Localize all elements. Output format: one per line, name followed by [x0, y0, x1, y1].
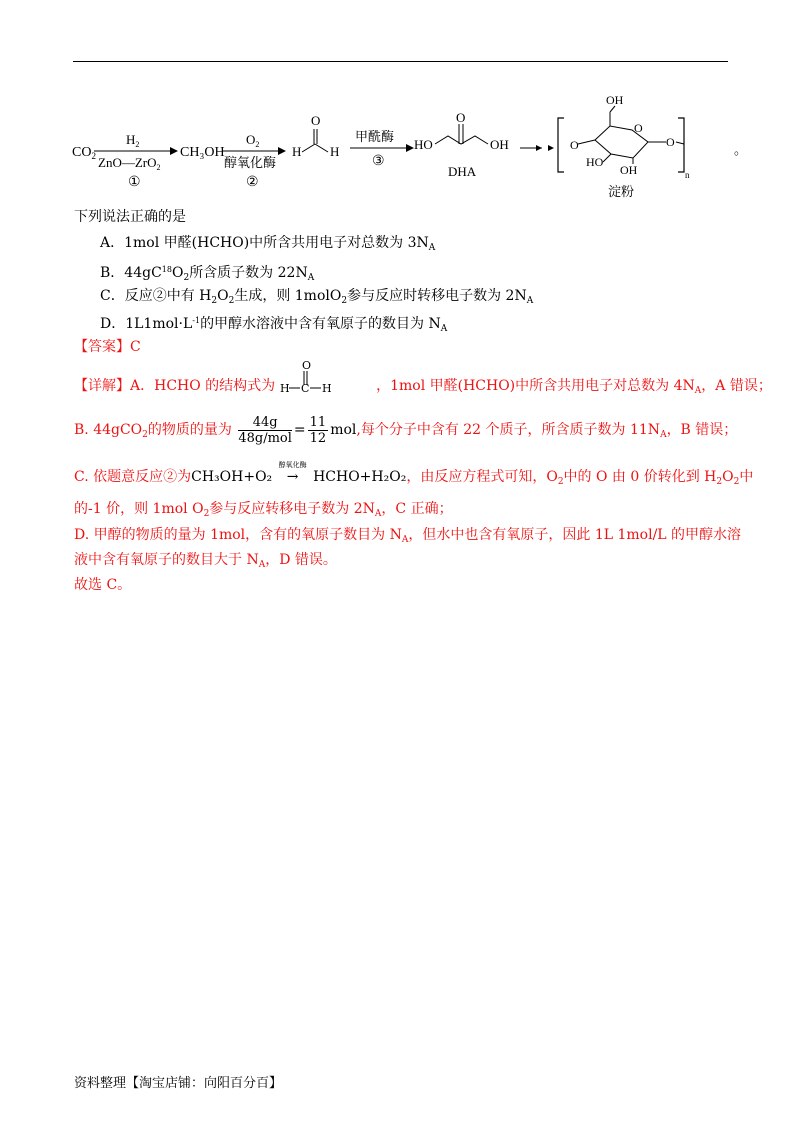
step1-top: $H_2$ [126, 132, 140, 149]
svg-text:H: H [279, 382, 290, 395]
dha-chain [435, 136, 488, 144]
arrow-5-head [548, 145, 554, 151]
svg-text:C: C [300, 382, 310, 395]
fraction-mass: $\frac{44g}{\text{48g/mol}}$ [238, 414, 292, 446]
option-b[interactable]: B．$44gC^{18}O_2$所含质子数为 $22N_A$ [100, 265, 315, 283]
scheme-end-mark: 。 [734, 142, 748, 157]
hcho-structure [280, 359, 372, 397]
footer-source: 资料整理【淘宝店铺：向阳百分百】 [74, 1076, 283, 1091]
step1-number: ① [128, 175, 141, 190]
scheme-co2: $CO_2$ [72, 145, 96, 161]
formaldehyde-o: O [311, 113, 321, 128]
detail-line-2: B. 44gCO$_2$的物质的量为 $\frac{44g}{\text{48g/mol}}$ = $\frac{11}{12}$ mol,每个分子中含有 22 个质子，所含质子数为 $11N_A$，B 错误； [74, 414, 738, 446]
starch-link-o: O [666, 135, 675, 149]
detail-line-5: D. 甲醇的物质的量为 1mol，含有的氧原子数目为 $N_A$，但水中也含有氧原子，因此 1L 1mol/L 的甲醇水溶 [74, 527, 742, 545]
scheme-ch3oh: CH₃OH [180, 145, 225, 160]
dha-ho: HO [414, 137, 433, 152]
step3-top: 甲酰酶 [355, 129, 395, 144]
option-a[interactable]: A．1mol 甲醛(HCHO)中所含共用电子对总数为 $3N_A$ [100, 235, 436, 253]
starch-label: 淀粉 [608, 184, 635, 199]
starch-left-o: O [570, 138, 579, 152]
reaction-arrow: 醇氧化酶 → [278, 461, 307, 485]
dha-carbonyl-o: O [456, 110, 466, 125]
starch-bracket-right [678, 118, 684, 172]
step2-number: ② [246, 175, 259, 190]
detail-line-4: 的-1 价，则 1mol $O_2$参与反应转移电子数为 $2N_A$，C 正确； [74, 501, 453, 519]
answer: 【答案】C [74, 339, 141, 355]
formaldehyde-h-left: H [292, 144, 302, 159]
detail-line-6: 液中含有氧原子的数目大于 $N_A$，D 错误。 [74, 552, 337, 570]
arrow-3-head [406, 144, 414, 152]
fraction-moles: $\frac{11}{12}$ [309, 414, 327, 446]
step2-bottom: 醇氧化酶 [224, 155, 277, 170]
step1-bottom: ZnO—ZrO$_2$ [98, 155, 161, 172]
svg-text:O: O [301, 359, 311, 372]
starch-bracket-left [558, 118, 564, 172]
dha-oh: OH [490, 137, 509, 152]
detail-line-1: 【详解】A．HCHO 的结构式为 O H C H ，1mol 甲醛(HCHO)中所含共用电子对总数为 $4N_A$，A 错误； [74, 359, 772, 396]
option-c[interactable]: C．反应②中有 $H_2O_2$生成，则 1molO$_2$参与反应时转移电子数为 $2N_A$ [100, 288, 534, 306]
svg-text:H: H [321, 382, 332, 395]
step3-number: ③ [372, 154, 385, 169]
arrow-2-head [278, 147, 286, 155]
option-d[interactable]: D．$1L1mol\cdot L^{-1}$的甲醇水溶液中含有氧原子的数目为 $N_A$ [100, 316, 448, 334]
formaldehyde-h-right: H [330, 144, 340, 159]
arrow-1-head [170, 147, 178, 155]
starch-ho: HO [586, 155, 604, 169]
step2-top: $O_2$ [246, 132, 260, 149]
detail-line-7: 故选 C。 [74, 577, 132, 593]
reaction-scheme [70, 92, 750, 204]
starch-ring-o: O [634, 121, 643, 135]
detail-line-3: C. 依题意反应②为CH₃OH+O₂ 醇氧化酶 → HCHO+H₂O₂，由反应方程式可知，$O_2$中的 O 由 0 价转化到 $H_2O_2$中 [74, 461, 754, 487]
starch-n: n [685, 170, 690, 180]
header-rule [73, 61, 728, 62]
starch-oh-top: OH [606, 93, 624, 107]
question-stem: 下列说法正确的是 [74, 209, 186, 225]
dha-label: DHA [448, 164, 477, 179]
starch-oh: OH [620, 163, 638, 177]
